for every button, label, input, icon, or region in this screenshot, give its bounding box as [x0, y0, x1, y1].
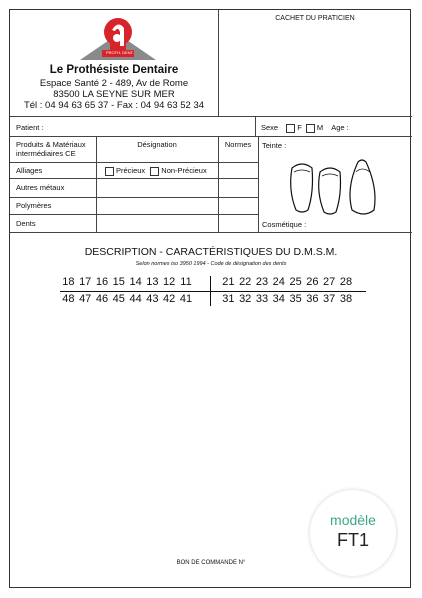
non-precieux-checkbox[interactable]	[150, 167, 159, 176]
alloy-options	[103, 166, 207, 176]
row-autres-metaux: Autres métaux	[16, 183, 65, 192]
tooth-13[interactable]: 13	[146, 276, 159, 288]
tooth-27[interactable]: 27	[323, 276, 336, 288]
tooth-23[interactable]: 23	[255, 276, 269, 288]
age-label: Age :	[331, 123, 349, 132]
table-col-1	[96, 136, 97, 232]
table-row-line-4	[10, 214, 258, 215]
company-phone: Tél : 04 94 63 65 37 - Fax : 04 94 63 52 34	[23, 100, 205, 111]
tooth-31[interactable]: 31	[222, 293, 235, 305]
col-designation: Désignation	[137, 140, 177, 149]
tooth-41[interactable]: 41	[179, 293, 193, 305]
header-bottom-line	[10, 116, 412, 117]
teinte-label: Teinte :	[262, 141, 287, 150]
lower-left-teeth	[60, 293, 194, 305]
tooth-48[interactable]: 48	[62, 293, 75, 305]
tooth-44[interactable]: 44	[129, 293, 142, 305]
arch-divider-vertical	[210, 276, 211, 306]
model-word: modèle	[330, 512, 376, 528]
tooth-14[interactable]: 14	[129, 276, 142, 288]
tooth-32[interactable]: 32	[239, 293, 252, 305]
tooth-12[interactable]: 12	[163, 276, 176, 288]
table-row-line-3	[10, 197, 258, 198]
precieux-checkbox[interactable]	[105, 167, 114, 176]
tooth-24[interactable]: 24	[272, 276, 285, 288]
upper-left-teeth	[60, 276, 194, 288]
table-row-line-2	[10, 178, 258, 179]
tooth-25[interactable]: 25	[289, 276, 302, 288]
company-name: Le Prothésiste Dentaire	[49, 64, 179, 76]
col-products: Produits & Matériaux intermédiaires CE	[16, 140, 86, 158]
col-normes: Normes	[224, 140, 252, 149]
row-alliages: Alliages	[16, 166, 43, 175]
tooth-11[interactable]: 11	[180, 276, 192, 288]
stamp-label: CACHET DU PRATICIEN	[275, 15, 355, 22]
lower-right-teeth	[220, 293, 354, 305]
arch-divider-horizontal	[60, 291, 366, 292]
tooth-16[interactable]: 16	[95, 276, 109, 288]
company-address-2: 83500 LA SEYNE SUR MER	[53, 89, 175, 100]
non-precieux-label: Non-Précieux	[161, 166, 207, 175]
table-col-3	[258, 136, 259, 232]
male-label: M	[316, 123, 324, 132]
patient-divider	[255, 116, 256, 136]
tooth-26[interactable]: 26	[306, 276, 319, 288]
description-title: DESCRIPTION - CARACTÉRISTIQUES DU D.M.S.M.	[84, 246, 338, 258]
tooth-33[interactable]: 33	[255, 293, 269, 305]
male-checkbox[interactable]	[306, 124, 315, 133]
table-row-line-1	[10, 162, 258, 163]
tooth-shapes-icon	[286, 158, 382, 220]
table-col-2	[218, 136, 219, 232]
precieux-label: Précieux	[116, 166, 146, 175]
tooth-43[interactable]: 43	[146, 293, 159, 305]
order-form	[9, 9, 411, 588]
table-bottom-line	[10, 232, 412, 233]
company-address-1: Espace Santé 2 - 489, Av de Rome	[39, 78, 189, 89]
tooth-22[interactable]: 22	[239, 276, 252, 288]
row-dents: Dents	[16, 219, 36, 228]
model-code: FT1	[336, 530, 369, 550]
tooth-34[interactable]: 34	[272, 293, 285, 305]
tooth-45[interactable]: 45	[112, 293, 125, 305]
tooth-42[interactable]: 42	[163, 293, 176, 305]
tooth-28[interactable]: 28	[339, 276, 353, 288]
patient-bottom-line	[10, 136, 412, 137]
tooth-36[interactable]: 36	[306, 293, 319, 305]
tooth-18[interactable]: 18	[62, 276, 75, 288]
tooth-47[interactable]: 47	[79, 293, 92, 305]
tooth-15[interactable]: 15	[112, 276, 125, 288]
description-subtitle: Selon normes iso 3950 1994 - Code de désignation des dents	[135, 261, 287, 267]
female-label: F	[297, 123, 302, 132]
upper-right-teeth	[220, 276, 354, 288]
tooth-35[interactable]: 35	[289, 293, 302, 305]
tooth-17[interactable]: 17	[79, 276, 92, 288]
tooth-21[interactable]: 21	[222, 276, 235, 288]
patient-label: Patient :	[16, 123, 44, 132]
tooth-46[interactable]: 46	[95, 293, 109, 305]
cosmetique-label: Cosmétique :	[262, 220, 307, 229]
tooth-38[interactable]: 38	[339, 293, 353, 305]
sex-field	[261, 123, 349, 133]
header-divider	[218, 10, 219, 116]
company-logo	[80, 16, 156, 62]
tooth-37[interactable]: 37	[323, 293, 336, 305]
logo-text: PROTH. DENT.	[106, 50, 134, 55]
row-polymeres: Polymères	[16, 201, 52, 210]
order-number-label: BON DE COMMANDE N°	[176, 560, 246, 566]
sex-label: Sexe	[261, 123, 279, 132]
teeth-chart	[60, 276, 366, 308]
female-checkbox[interactable]	[286, 124, 295, 133]
